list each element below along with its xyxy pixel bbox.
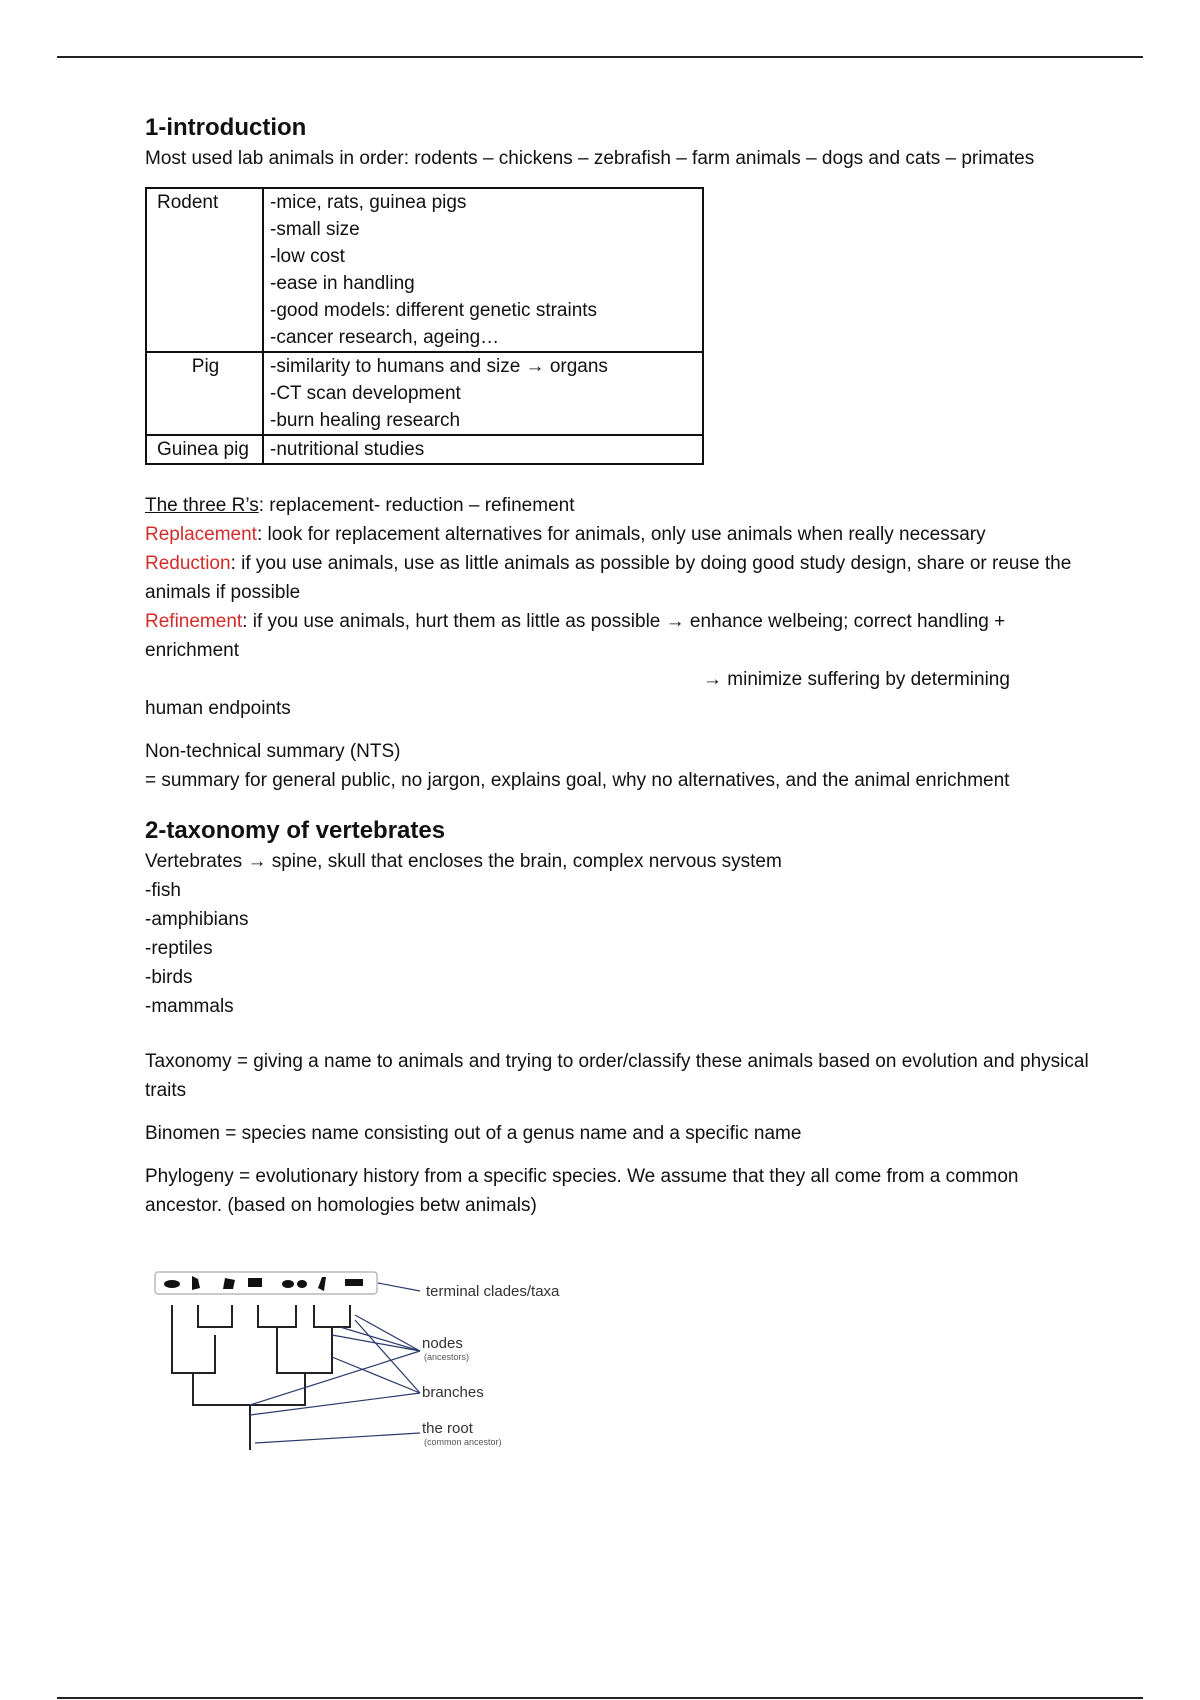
phylogeny-diagram bbox=[150, 1265, 590, 1465]
refinement-line bbox=[145, 607, 1095, 665]
vertebrates-text: Vertebrates → spine, skull that encloses the brain, complex nervous system bbox=[145, 851, 782, 872]
root-label: the root bbox=[422, 1420, 473, 1437]
label-pointers bbox=[250, 1283, 420, 1443]
trait-line: -similarity to humans and size → organs bbox=[270, 356, 608, 377]
section-1-heading: 1-introduction bbox=[145, 114, 307, 141]
class-item: -birds bbox=[145, 967, 193, 988]
trait-line: -burn healing research bbox=[270, 410, 461, 431]
animal-silhouettes-icon bbox=[164, 1276, 363, 1291]
trait-line: -low cost bbox=[270, 246, 345, 267]
trait-line: -nutritional studies bbox=[270, 439, 425, 460]
top-rule bbox=[57, 56, 1143, 58]
nts-title: Non-technical summary (NTS) bbox=[145, 741, 401, 762]
refinement-arrow-line: → minimize suffering by determining bbox=[703, 669, 1010, 690]
replacement-line bbox=[145, 520, 1095, 549]
table-cell-traits bbox=[263, 188, 703, 352]
phylogeny-text: Phylogeny = evolutionary history from a specific species. We assume that they all come from a common ancestor. (based on homologies betw animals) bbox=[145, 1166, 1019, 1216]
replacement-text: : look for replacement alternatives for animals, only use animals when really necessary bbox=[256, 524, 986, 545]
table-row bbox=[146, 435, 703, 464]
table-row bbox=[146, 352, 703, 435]
table-cell-traits bbox=[263, 435, 703, 464]
table-row bbox=[146, 188, 703, 352]
class-item: -reptiles bbox=[145, 938, 213, 959]
refinement-term: Refinement bbox=[145, 611, 243, 632]
root-sublabel: (common ancestor) bbox=[424, 1437, 502, 1447]
reduction-line bbox=[145, 549, 1095, 607]
branches-label: branches bbox=[422, 1384, 484, 1401]
trait-line: -good models: different genetic straints bbox=[270, 300, 598, 321]
phylogeny-tree-svg bbox=[150, 1265, 590, 1465]
trait-line: -ease in handling bbox=[270, 273, 415, 294]
lab-animals-table bbox=[145, 187, 704, 465]
class-item: -amphibians bbox=[145, 909, 249, 930]
terminal-taxa-label: terminal clades/taxa bbox=[426, 1283, 560, 1300]
reduction-term: Reduction bbox=[145, 553, 231, 574]
taxa-box bbox=[155, 1272, 377, 1294]
trait-line: -cancer research, ageing… bbox=[270, 327, 500, 348]
table-cell-animal: Pig bbox=[146, 352, 263, 435]
table-cell-traits bbox=[263, 352, 703, 435]
trait-line: -CT scan development bbox=[270, 383, 461, 404]
taxonomy-text: Taxonomy = giving a name to animals and trying to order/classify these animals based on evolution and physical traits bbox=[145, 1051, 1089, 1101]
replacement-term: Replacement bbox=[145, 524, 257, 545]
three-rs-list: : replacement- reduction – refinement bbox=[258, 495, 575, 516]
three-rs-line bbox=[145, 491, 1095, 520]
page-content bbox=[145, 112, 1095, 1220]
class-item: -mammals bbox=[145, 996, 234, 1017]
tree-branches bbox=[172, 1305, 350, 1450]
nodes-sublabel: (ancestors) bbox=[424, 1352, 470, 1362]
class-item: -fish bbox=[145, 880, 181, 901]
trait-line: -small size bbox=[270, 219, 360, 240]
nodes-label: nodes bbox=[422, 1335, 463, 1352]
nts-text: = summary for general public, no jargon, explains goal, why no alternatives, and the animal enrichment bbox=[145, 770, 1010, 791]
three-rs-title: The three R’s bbox=[145, 495, 259, 516]
table-cell-animal: Guinea pig bbox=[146, 435, 263, 464]
intro-text: Most used lab animals in order: rodents – chickens – zebrafish – farm animals – dogs and cats – primates bbox=[145, 148, 1035, 169]
binomen-text: Binomen = species name consisting out of a genus name and a specific name bbox=[145, 1123, 802, 1144]
refinement-end-line: human endpoints bbox=[145, 698, 291, 719]
table-cell-animal: Rodent bbox=[146, 188, 263, 352]
bottom-rule bbox=[57, 1697, 1143, 1699]
reduction-text: : if you use animals, use as little animals as possible by doing good study design, share or reuse the animals if possible bbox=[145, 553, 1072, 603]
refinement-text: : if you use animals, hurt them as little as possible → enhance welbeing; correct handling + enrichment bbox=[145, 611, 1006, 661]
section-2-heading: 2-taxonomy of vertebrates bbox=[145, 817, 446, 844]
trait-line: -mice, rats, guinea pigs bbox=[270, 192, 467, 213]
